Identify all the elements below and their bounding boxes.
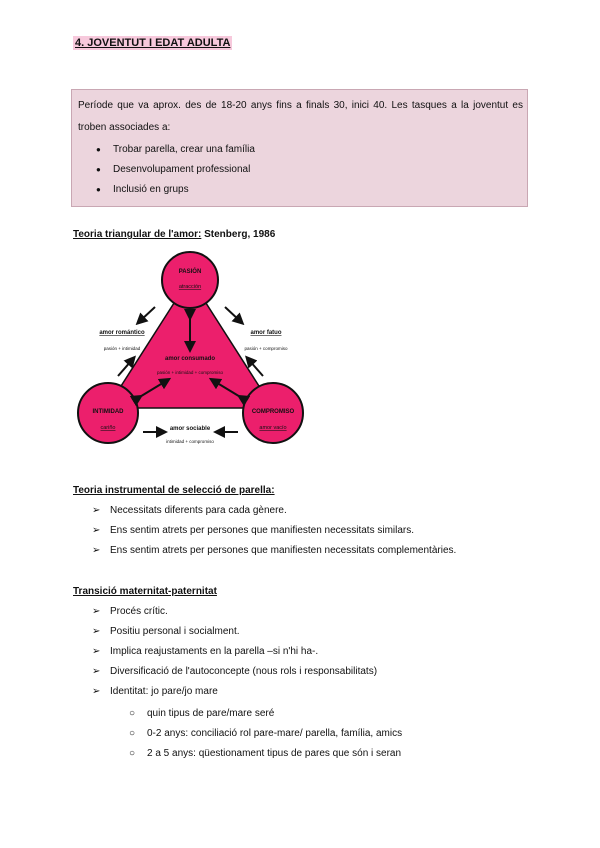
left-label: amor romántico	[99, 330, 145, 336]
bottom-sub: intimidad + compromiso	[166, 439, 214, 444]
list-item: ➢ Identitat: jo pare/jo mare	[92, 685, 218, 697]
hollow-circle-icon: ○	[129, 747, 136, 759]
arrow-bullet-icon: ➢	[92, 665, 101, 677]
transicio-heading: Transició maternitat-paternitat	[73, 586, 217, 597]
bottom-label: amor sociable	[169, 426, 211, 432]
hollow-circle-icon: ○	[129, 727, 136, 739]
list-item: ➢ Necessitats diferents para cada gènere.	[92, 504, 287, 516]
arrow-bullet-icon: ➢	[92, 524, 101, 536]
arrow-bullet-icon: ➢	[92, 504, 101, 516]
list-item: ➢ Ens sentim atrets per persones que manifiesten necessitats similars.	[92, 524, 415, 536]
outer-arrow-topright	[225, 307, 240, 321]
list-item: ➢ Implica reajustaments en la parella –si n'hi ha-.	[92, 645, 319, 657]
arrow-bullet-icon: ➢	[92, 544, 101, 556]
triangular-heading: Teoria triangular de l'amor: Stenberg, 1986	[73, 229, 276, 240]
top-circle-title: PASIÓN	[178, 269, 202, 275]
intro-list	[96, 140, 255, 200]
list-item: ○ 2 a 5 anys: qüestionament tipus de pares que són i seran	[129, 747, 402, 759]
left-circle-sub: cariño	[100, 425, 116, 431]
arrow-bullet-icon: ➢	[92, 605, 101, 617]
instrumental-list	[92, 500, 456, 560]
arrow-bullet-icon: ➢	[92, 645, 101, 657]
arrow-bullet-icon: ➢	[92, 685, 101, 697]
top-circle	[162, 252, 218, 308]
love-triangle-diagram	[70, 243, 315, 458]
arrow-bullet-icon: ➢	[92, 625, 101, 637]
bullet-icon: ●	[96, 165, 101, 174]
list-item: ○ 0-2 anys: conciliació rol pare-mare/ parella, família, amics	[129, 727, 403, 739]
left-sub: pasión + intimidad	[103, 346, 141, 351]
center-sub: pasión + intimidad + compromiso	[156, 370, 224, 375]
right-circle-title: COMPROMISO	[251, 409, 295, 415]
right-label: amor fatuo	[250, 330, 282, 336]
list-item: ➢ Procés crític.	[92, 605, 168, 617]
bullet-icon: ●	[96, 185, 101, 194]
transicio-list	[92, 601, 377, 701]
transicio-sublist	[129, 703, 402, 763]
list-item: ● Desenvolupament professional	[96, 164, 251, 175]
top-circle-sub: atracción	[178, 284, 202, 290]
list-item: ➢ Positiu personal i socialment.	[92, 625, 240, 637]
list-item: ● Trobar parella, crear una família	[96, 144, 255, 155]
bullet-icon: ●	[96, 145, 101, 154]
outer-arrow-topleft	[140, 307, 155, 321]
right-circle-sub: amor vacío	[259, 425, 287, 431]
section-title: 4. JOVENTUT I EDAT ADULTA	[75, 37, 231, 49]
instrumental-heading: Teoria instrumental de selecció de parella:	[73, 485, 275, 496]
list-item: ➢ Ens sentim atrets per persones que manifiesten necessitats complementàries.	[92, 544, 457, 556]
left-circle-title: INTIMIDAD	[92, 409, 124, 415]
center-title: amor consumado	[164, 356, 216, 362]
list-item: ○ quin tipus de pare/mare seré	[129, 707, 275, 719]
list-item: ● Inclusió en grups	[96, 184, 189, 195]
right-sub: pasión + compromiso	[244, 346, 288, 351]
list-item: ➢ Diversificació de l'autoconcepte (nous rols i responsabilitats)	[92, 665, 378, 677]
hollow-circle-icon: ○	[129, 707, 136, 719]
intro-text: Període que va aprox. des de 18-20 anys fins a finals 30, inici 40. Les tasques a la joventut es troben associades a:	[78, 100, 523, 133]
